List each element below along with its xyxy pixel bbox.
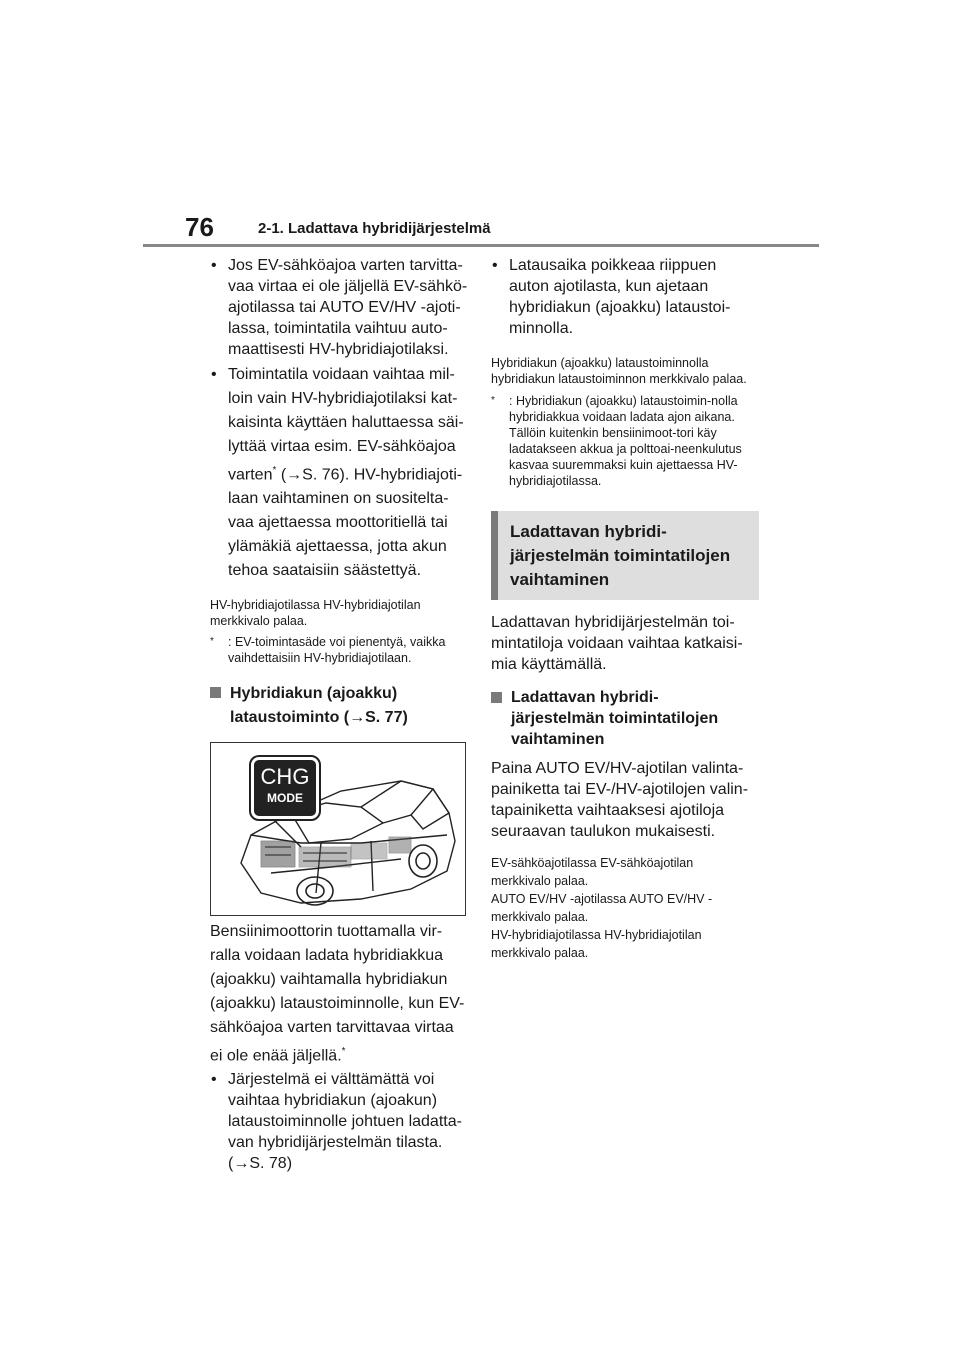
chg-mode-badge [251,757,319,819]
list-item-text: Toimintatila voidaan vaihtaa mil-loin vain HV-hybridiajotilaksi kat-kaisinta käyttäen haluttaessa säi-lyttää virtaa esim. EV-sähköajoa varten [228,366,464,484]
section-heading: Ladattavan hybridi-järjestelmän toimintatilojen vaihtaminen [491,511,759,600]
badge-text: MODE [267,791,303,806]
section-title: 2-1. Ladattava hybridijärjestelmä [258,220,491,237]
badge-text: CHG [260,764,310,790]
right-column [491,255,749,962]
list-item-text: (→S. 76). HV-hybridiajoti-laan vaihtaminen on suositelta-vaa ajettaessa moottoritiellä tai ylämäkiä ajettaessa, jotta akun tehoa saataisiin säästettyä. [228,466,463,580]
list-item: • Latausaika poikkeaa riippuen auton ajotilasta, kun ajetaan hybridiakun (ajoakku) lataustoi-minnolla. [491,255,749,339]
footnote [210,634,468,666]
paragraph-text: Bensiinimoottorin tuottamalla vir-ralla voidaan ladata hybridiakkua (ajoakku) vaihtamalla hybridiakun (ajoakku) lataustoiminnolle, kun EV-sähköajoa varten tarvittavaa virtaa ei ole enää jäljellä. [210,923,465,1065]
footnote-marker: * [272,465,277,476]
footnote-marker: * [341,1046,346,1058]
footnote-text: : EV-toimintasäde voi pienentyä, vaikka vaihdettaisiin HV-hybridiajotilaan. [228,635,446,666]
indicator-note: HV-hybridiajotilassa HV-hybridiajotilan merkkivalo palaa. [491,928,702,960]
footnote-marker: * [210,636,214,648]
subheading: Hybridiakun (ajoakku) lataustoiminto (→S. 77) [210,682,468,730]
paragraph: Ladattavan hybridijärjestelmän toi-mintatiloja voidaan vaihtaa katkaisi-mia käyttämällä. [491,614,743,673]
left-column [210,255,468,1174]
list-item: • Jos EV-sähköajoa varten tarvitta-vaa virtaa ei ole jäljellä EV-sähkö-ajotilassa tai AUTO EV/HV -ajoti-lassa, toimintatila vaihtuu auto-maattisesti HV-hybridiajotilaksi. [210,255,468,360]
paragraph: Paina AUTO EV/HV-ajotilan valinta-painiketta tai EV-/HV-ajotilojen valin-tapainiketta vaihtaaksesi ajotiloja seuraavan taulukon mukaisesti. [491,760,749,840]
hybrid-car-icon [211,743,465,915]
car-illustration [210,742,466,916]
footnote-marker: * [491,395,495,406]
subheading: Ladattavan hybridi-järjestelmän toimintatilojen vaihtaminen [491,687,749,750]
footnote-text: : Hybridiakun (ajoakku) lataustoimin-nolla hybridiakkua voidaan ladata ajon aikana. Tällöin kuitenkin bensiinimoot-tori käy ladatakseen akkua ja polttoai-neenkulutus kasvaa suuremmaksi kuin ajettaessa HV-hybridiajotilassa. [509,394,742,488]
header-rule [143,244,819,247]
list-item [210,363,468,583]
page-number: 76 [185,212,214,242]
indicator-note: EV-sähköajotilassa EV-sähköajotilan merkkivalo palaa. [491,856,694,888]
indicator-note: HV-hybridiajotilassa HV-hybridiajotilan merkkivalo palaa. [210,598,421,629]
indicator-note: AUTO EV/HV -ajotilassa AUTO EV/HV -merkkivalo palaa. [491,892,713,924]
footnote [491,393,749,489]
indicator-note: Hybridiakun (ajoakku) lataustoiminnolla hybridiakun lataustoiminnon merkkivalo palaa. [491,356,747,386]
list-item: • Järjestelmä ei välttämättä voi vaihtaa hybridiakun (ajoakun) lataustoiminnolle johtuen ladatta-van hybridijärjestelmän tilasta. (→S. 78) [210,1069,468,1174]
paragraph [210,920,468,1068]
